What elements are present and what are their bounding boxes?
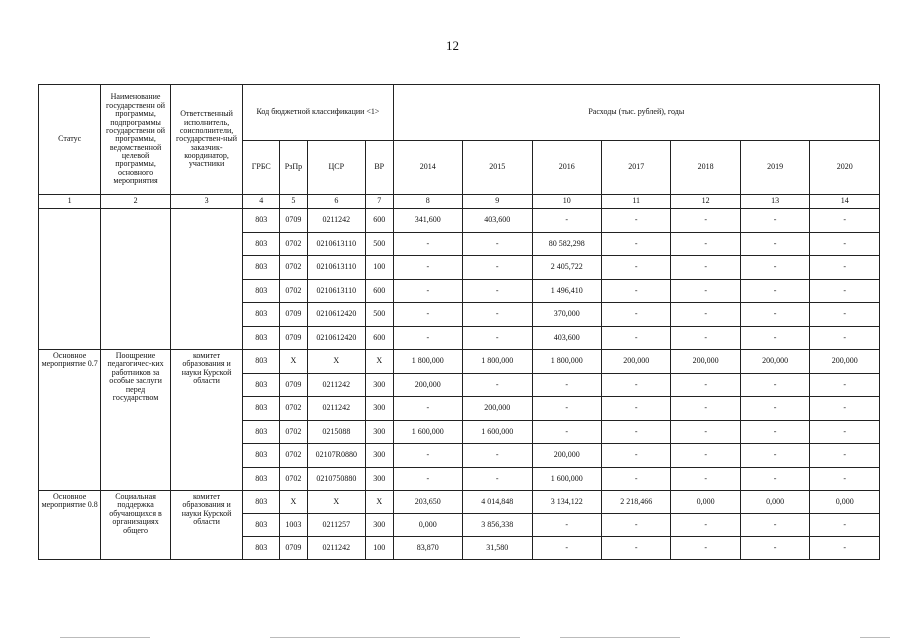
table-cell: 1 496,410	[532, 279, 601, 303]
table-cell: -	[810, 537, 880, 560]
table-cell: -	[740, 514, 809, 537]
table-cell: -	[671, 279, 740, 303]
table-cell: -	[393, 467, 462, 491]
table-cell: 0,000	[671, 491, 740, 514]
table-cell: 0709	[280, 373, 308, 397]
table-cell: 600	[365, 326, 393, 350]
header-year: 2016	[532, 141, 601, 195]
table-cell: 4 014,848	[463, 491, 532, 514]
table-cell: -	[810, 256, 880, 280]
table-cell: 2 218,466	[601, 491, 670, 514]
table-cell: 300	[365, 467, 393, 491]
table-cell: -	[810, 326, 880, 350]
table-row	[39, 350, 880, 374]
table-cell: 0211242	[307, 397, 365, 421]
table-cell: 1003	[280, 514, 308, 537]
scan-edge	[0, 634, 905, 640]
table-cell: 200,000	[810, 350, 880, 374]
table-cell: -	[463, 256, 532, 280]
header-executor: Ответственный исполнитель, соисполнители, государствен-ный заказчик-координатор, участники	[170, 85, 243, 195]
table-cell: -	[393, 232, 462, 256]
table-cell: 500	[365, 303, 393, 327]
table-cell: 600	[365, 279, 393, 303]
table-cell: -	[601, 326, 670, 350]
table-cell: -	[740, 256, 809, 280]
table-cell: 803	[243, 420, 280, 444]
table-cell: 803	[243, 350, 280, 374]
table-cell: 0211242	[307, 373, 365, 397]
header-year: 2019	[740, 141, 809, 195]
table-cell: -	[740, 467, 809, 491]
group-executor: комитет образования и науки Курской области	[170, 350, 243, 491]
table-cell: 803	[243, 537, 280, 560]
table-cell: 100	[365, 256, 393, 280]
table-cell: -	[601, 514, 670, 537]
table-cell: -	[810, 467, 880, 491]
table-cell: 0702	[280, 279, 308, 303]
table-cell: -	[463, 232, 532, 256]
table-cell: 1 800,000	[463, 350, 532, 374]
table-cell: 200,000	[601, 350, 670, 374]
column-number-row	[39, 195, 880, 209]
table-cell: 403,600	[463, 209, 532, 233]
table-cell: -	[601, 467, 670, 491]
table-cell: 0702	[280, 420, 308, 444]
table-cell: -	[601, 537, 670, 560]
table-cell: 403,600	[532, 326, 601, 350]
table-cell: 0,000	[740, 491, 809, 514]
column-number: 7	[365, 195, 393, 209]
table-cell: -	[810, 373, 880, 397]
table-cell: -	[671, 373, 740, 397]
column-number: 1	[39, 195, 101, 209]
table-cell: 300	[365, 397, 393, 421]
group-status: Основное мероприятие 0.8	[39, 491, 101, 560]
table-cell: -	[740, 537, 809, 560]
table-cell: -	[532, 373, 601, 397]
table-cell: 02107R0880	[307, 444, 365, 468]
table-cell: 803	[243, 373, 280, 397]
table-cell: -	[532, 209, 601, 233]
table-cell: 0210613110	[307, 256, 365, 280]
table-cell: 1 600,000	[393, 420, 462, 444]
table-cell: 0211242	[307, 209, 365, 233]
table-cell: X	[365, 350, 393, 374]
table-cell: -	[810, 209, 880, 233]
table-cell: -	[601, 303, 670, 327]
table-row	[39, 209, 880, 233]
table-cell: 80 582,298	[532, 232, 601, 256]
table-cell: 31,580	[463, 537, 532, 560]
table-row	[39, 491, 880, 514]
column-number: 14	[810, 195, 880, 209]
table-cell: -	[810, 397, 880, 421]
table-cell: -	[671, 209, 740, 233]
table-cell: 803	[243, 326, 280, 350]
table-cell: X	[307, 350, 365, 374]
table-cell: -	[810, 303, 880, 327]
table-cell: 803	[243, 444, 280, 468]
table-cell: -	[393, 279, 462, 303]
table-cell: -	[810, 444, 880, 468]
header-year: 2020	[810, 141, 880, 195]
table-cell: -	[393, 303, 462, 327]
table-cell: 0210613110	[307, 279, 365, 303]
table-cell: -	[601, 279, 670, 303]
table-cell: -	[810, 514, 880, 537]
table-cell: 0211242	[307, 537, 365, 560]
table-cell: 0702	[280, 232, 308, 256]
table-cell: -	[671, 397, 740, 421]
header-rzpr: РзПр	[280, 141, 308, 195]
table-cell: 0,000	[393, 514, 462, 537]
table-cell: 3 134,122	[532, 491, 601, 514]
table-cell: X	[307, 491, 365, 514]
header-grbs: ГРБС	[243, 141, 280, 195]
table-cell: -	[463, 303, 532, 327]
table-cell: 200,000	[671, 350, 740, 374]
table-cell: 803	[243, 514, 280, 537]
table-cell: -	[740, 279, 809, 303]
table-cell: 200,000	[740, 350, 809, 374]
header-expenses: Расходы (тыс. рублей), годы	[393, 85, 879, 141]
header-csr: ЦСР	[307, 141, 365, 195]
group-status	[39, 209, 101, 350]
table-cell: -	[601, 256, 670, 280]
table-cell: -	[463, 444, 532, 468]
table-cell: 0709	[280, 303, 308, 327]
table-cell: -	[740, 209, 809, 233]
table-cell: -	[740, 373, 809, 397]
group-name	[101, 209, 170, 350]
table-cell: 0702	[280, 397, 308, 421]
table-cell: 500	[365, 232, 393, 256]
table-cell: X	[365, 491, 393, 514]
table-cell: -	[740, 420, 809, 444]
table-cell: -	[671, 326, 740, 350]
table-cell: 0210613110	[307, 232, 365, 256]
table-cell: 2 405,722	[532, 256, 601, 280]
table-cell: -	[810, 232, 880, 256]
table-cell: 0215088	[307, 420, 365, 444]
header-year: 2017	[601, 141, 670, 195]
table-cell: -	[671, 303, 740, 327]
table-cell: -	[671, 537, 740, 560]
column-number: 9	[463, 195, 532, 209]
table-cell: 1 800,000	[393, 350, 462, 374]
table-cell: 203,650	[393, 491, 462, 514]
table-cell: -	[601, 444, 670, 468]
table-cell: 341,600	[393, 209, 462, 233]
column-number: 6	[307, 195, 365, 209]
column-number: 11	[601, 195, 670, 209]
table-cell: 300	[365, 444, 393, 468]
table-cell: 200,000	[532, 444, 601, 468]
header-year: 2015	[463, 141, 532, 195]
table-cell: -	[532, 397, 601, 421]
table-cell: 83,870	[393, 537, 462, 560]
group-name: Поощрение педагогичес-ких работников за особые заслуги перед государством	[101, 350, 170, 491]
table-cell: 803	[243, 232, 280, 256]
header-year: 2014	[393, 141, 462, 195]
page-number: 12	[446, 38, 459, 53]
table-cell: 803	[243, 397, 280, 421]
table-cell: -	[601, 373, 670, 397]
table-cell: -	[463, 279, 532, 303]
budget-table	[38, 84, 880, 560]
table-cell: 803	[243, 467, 280, 491]
table-cell: -	[810, 420, 880, 444]
table-cell: 0702	[280, 467, 308, 491]
group-executor: комитет образования и науки Курской области	[170, 491, 243, 560]
column-number: 2	[101, 195, 170, 209]
column-number: 4	[243, 195, 280, 209]
table-cell: 1 600,000	[463, 420, 532, 444]
table-cell: -	[393, 256, 462, 280]
table-cell: 370,000	[532, 303, 601, 327]
table-cell: -	[393, 397, 462, 421]
column-number: 3	[170, 195, 243, 209]
table-cell: -	[671, 467, 740, 491]
table-cell: 300	[365, 514, 393, 537]
table-cell: 1 600,000	[532, 467, 601, 491]
table-cell: 0,000	[810, 491, 880, 514]
column-number: 8	[393, 195, 462, 209]
table-cell: -	[393, 326, 462, 350]
table-cell: -	[601, 232, 670, 256]
table-cell: 0709	[280, 537, 308, 560]
table-cell: 0210612420	[307, 326, 365, 350]
table-cell: -	[601, 209, 670, 233]
table-cell: 300	[365, 420, 393, 444]
table-cell: 0709	[280, 209, 308, 233]
column-number: 5	[280, 195, 308, 209]
table-cell: -	[740, 326, 809, 350]
header-status: Статус	[39, 85, 101, 195]
table-cell: -	[740, 397, 809, 421]
table-cell: 803	[243, 279, 280, 303]
table-cell: 3 856,338	[463, 514, 532, 537]
table-cell: -	[601, 420, 670, 444]
table-cell: X	[280, 350, 308, 374]
table-cell: 1 800,000	[532, 350, 601, 374]
table-cell: 600	[365, 209, 393, 233]
table-cell: 803	[243, 256, 280, 280]
group-status: Основное мероприятие 0.7	[39, 350, 101, 491]
table-cell: -	[810, 279, 880, 303]
table-cell: -	[671, 232, 740, 256]
header-year: 2018	[671, 141, 740, 195]
table-cell: 0702	[280, 256, 308, 280]
table-body	[39, 209, 880, 560]
table-cell: -	[601, 397, 670, 421]
table-cell: -	[463, 373, 532, 397]
table-cell: 200,000	[393, 373, 462, 397]
table-cell: 300	[365, 373, 393, 397]
table-cell: -	[532, 420, 601, 444]
table-cell: 803	[243, 491, 280, 514]
table-cell: 0210750880	[307, 467, 365, 491]
table-cell: -	[671, 514, 740, 537]
table-cell: -	[740, 444, 809, 468]
table-cell: -	[671, 420, 740, 444]
table-cell: -	[393, 444, 462, 468]
table-cell: -	[671, 256, 740, 280]
group-executor	[170, 209, 243, 350]
header-vr: ВР	[365, 141, 393, 195]
table-cell: -	[532, 514, 601, 537]
table-cell: -	[671, 444, 740, 468]
table-cell: 0702	[280, 444, 308, 468]
table-cell: 803	[243, 209, 280, 233]
table-cell: -	[532, 537, 601, 560]
column-number: 13	[740, 195, 809, 209]
table-cell: -	[463, 326, 532, 350]
table-cell: 0709	[280, 326, 308, 350]
table-cell: X	[280, 491, 308, 514]
table-cell: -	[740, 232, 809, 256]
table-cell: -	[463, 467, 532, 491]
column-number: 12	[671, 195, 740, 209]
table-cell: 200,000	[463, 397, 532, 421]
column-number: 10	[532, 195, 601, 209]
table-cell: 100	[365, 537, 393, 560]
table-cell: -	[740, 303, 809, 327]
group-name: Социальная поддержка обучающихся в организациях общего	[101, 491, 170, 560]
header-budget-code: Код бюджетной классификации <1>	[243, 85, 393, 141]
table-cell: 0210612420	[307, 303, 365, 327]
table-cell: 0211257	[307, 514, 365, 537]
header-program-name: Наименование государственн ой программы, подпрограммы государствени ой программы, ведомственной целевой программы, основного мероприятия	[101, 85, 170, 195]
table-cell: 803	[243, 303, 280, 327]
